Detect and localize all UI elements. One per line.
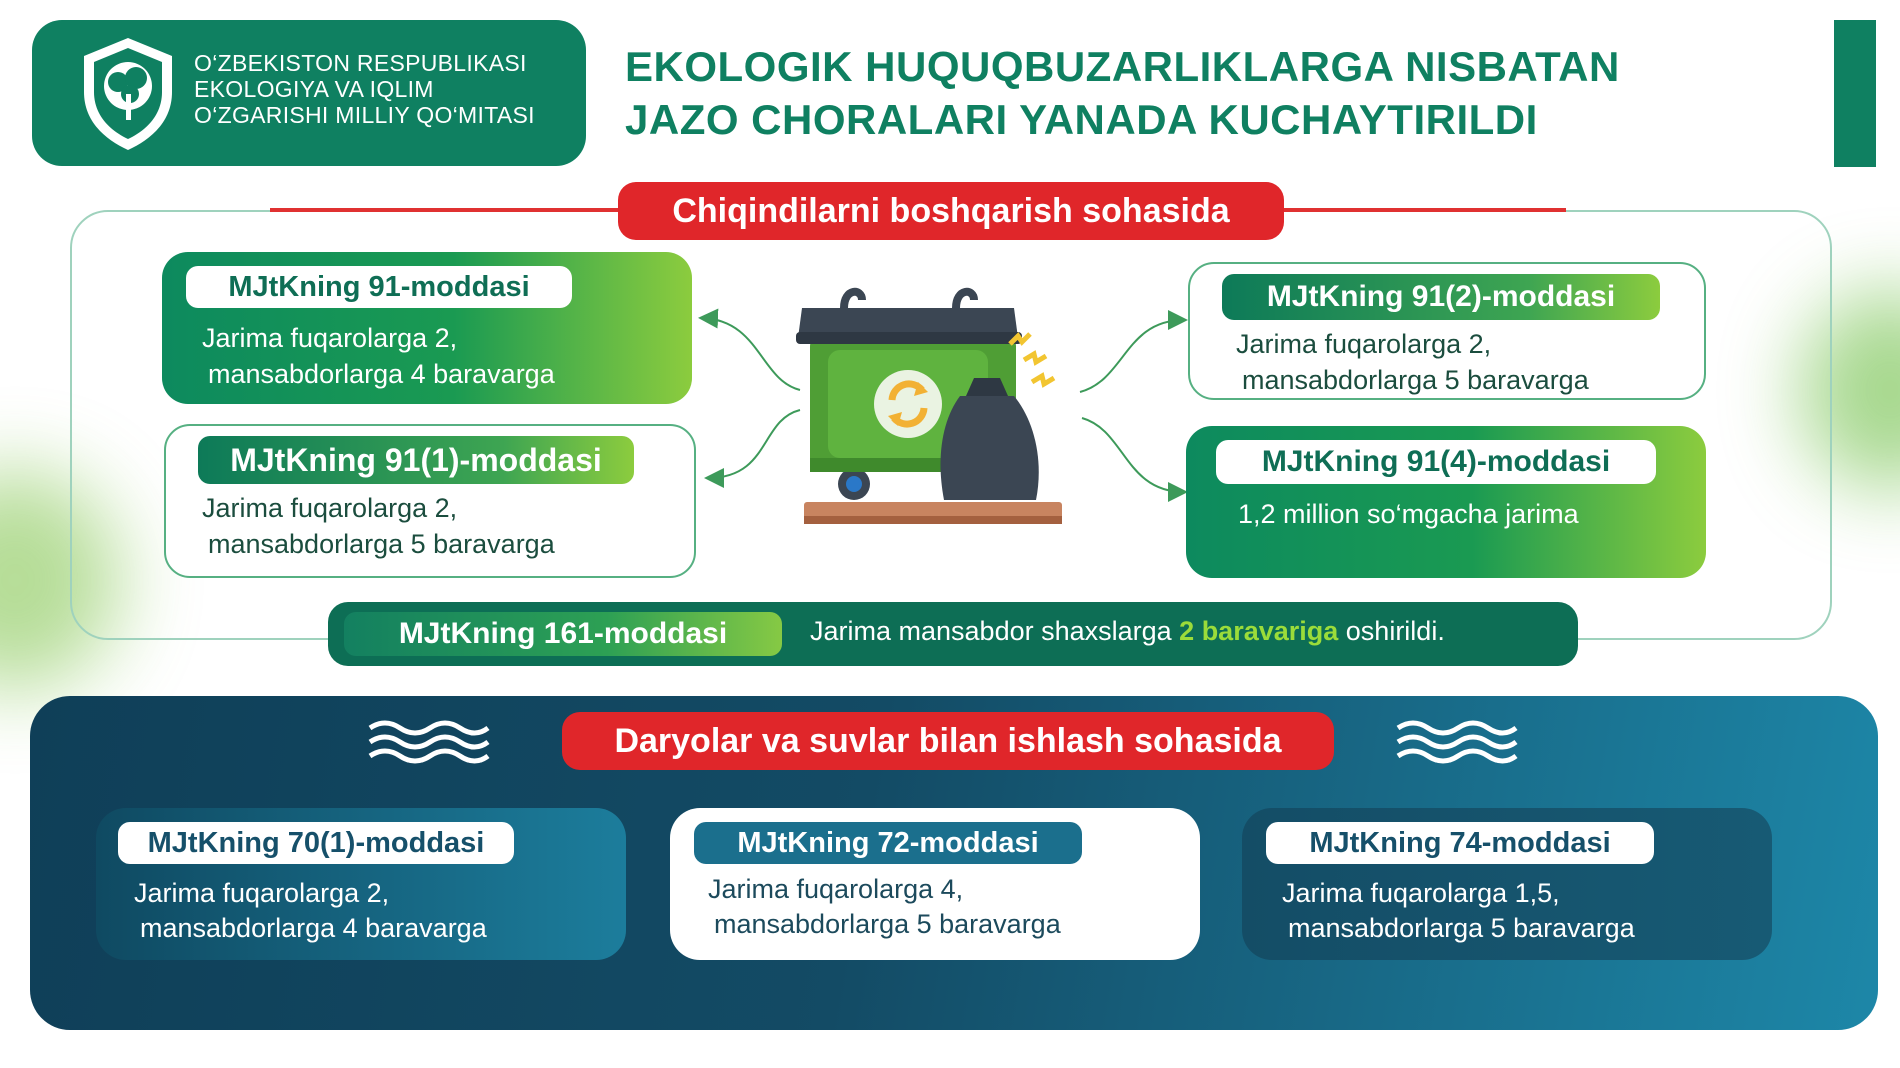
card-article-74	[1242, 808, 1772, 960]
card-article-91	[162, 252, 692, 404]
article-tag: MJtKning 91-moddasi	[186, 266, 572, 308]
text-line: Jarima fuqarolarga 2,	[134, 878, 390, 908]
text-line: mansabdorlarga 5 baravarga	[1242, 365, 1589, 395]
text-line: Jarima fuqarolarga 2,	[1236, 329, 1492, 359]
article-tag: MJtKning 161-moddasi	[344, 612, 782, 656]
organization-badge	[32, 20, 586, 166]
text-line: mansabdorlarga 5 baravarga	[208, 529, 555, 559]
article-text	[1282, 876, 1635, 946]
text-line: mansabdorlarga 4 baravarga	[208, 359, 555, 389]
article-161-text	[810, 616, 1445, 647]
garbage-bag-icon	[941, 396, 1039, 500]
card-article-91-2	[1188, 262, 1706, 400]
text-line: Jarima fuqarolarga 1,5,	[1282, 878, 1560, 908]
text-line: mansabdorlarga 5 baravarga	[714, 909, 1061, 939]
article-text	[202, 320, 555, 392]
article-161-bar	[328, 602, 1578, 666]
article-tag: MJtKning 74-moddasi	[1266, 822, 1654, 864]
text-after: oshirildi.	[1338, 616, 1445, 646]
text-line: Jarima fuqarolarga 2,	[202, 493, 458, 523]
article-tag: MJtKning 72-moddasi	[694, 822, 1082, 864]
text-line: Jarima fuqarolarga 2,	[202, 323, 458, 353]
org-line-1: O‘ZBEKISTON RESPUBLIKASI	[194, 50, 527, 76]
text-line: mansabdorlarga 5 baravarga	[1288, 913, 1635, 943]
article-text	[708, 872, 1061, 942]
title-line-2: JAZO CHORALARI YANADA KUCHAYTIRILDI	[625, 96, 1538, 143]
water-section-heading: Daryolar va suvlar bilan ishlash sohasida	[562, 712, 1334, 770]
article-tag: MJtKning 91(4)-moddasi	[1216, 440, 1656, 484]
article-text	[134, 876, 487, 946]
text-line: 1,2 million so‘mgacha jarima	[1238, 499, 1579, 529]
page-title	[625, 40, 1620, 146]
org-line-2: EKOLOGIYA VA IQLIM	[194, 76, 434, 102]
article-tag: MJtKning 91(1)-moddasi	[198, 436, 634, 484]
text-line: Jarima fuqarolarga 4,	[708, 874, 964, 904]
text-before: Jarima mansabdor shaxslarga	[810, 616, 1180, 646]
article-text	[1236, 326, 1589, 398]
shield-tree-logo-icon	[78, 34, 178, 152]
highlight-text: 2 baravariga	[1179, 616, 1339, 646]
card-article-91-1	[164, 424, 696, 578]
title-line-1: EKOLOGIK HUQUQBUZARLIKLARGA NISBATAN	[625, 43, 1620, 90]
org-line-3: O‘ZGARISHI MILLIY QO‘MITASI	[194, 102, 535, 128]
corner-accent-bar	[1834, 20, 1876, 167]
card-article-91-4	[1186, 426, 1706, 578]
wave-icon	[1396, 718, 1518, 766]
card-article-72	[670, 808, 1200, 960]
article-text	[1238, 496, 1579, 532]
waste-section-heading: Chiqindilarni boshqarish sohasida	[618, 182, 1284, 240]
heading-line-right	[1280, 208, 1566, 212]
wave-icon	[368, 718, 490, 766]
organization-name	[194, 50, 535, 128]
article-text	[202, 490, 555, 562]
article-tag: MJtKning 70(1)-moddasi	[118, 822, 514, 864]
recycle-icon	[874, 370, 942, 438]
waste-bin-icon	[796, 278, 1070, 530]
text-line: mansabdorlarga 4 baravarga	[140, 913, 487, 943]
heading-line-left	[270, 208, 620, 212]
article-tag: MJtKning 91(2)-moddasi	[1222, 274, 1660, 320]
card-article-70-1	[96, 808, 626, 960]
